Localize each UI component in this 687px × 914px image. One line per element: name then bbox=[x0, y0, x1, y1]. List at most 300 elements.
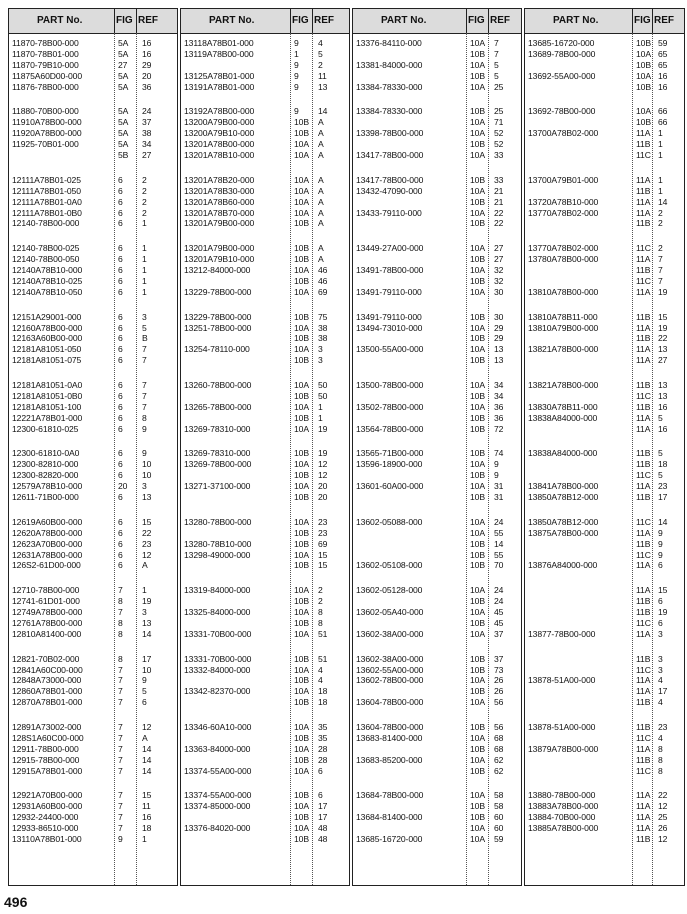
ref-number: 18 bbox=[318, 686, 328, 697]
fig-number: 10A bbox=[470, 607, 485, 617]
fig-number: 10B bbox=[470, 470, 485, 481]
table-row bbox=[181, 733, 349, 744]
ref-number: B bbox=[142, 333, 148, 344]
ref-header: REF bbox=[314, 15, 334, 26]
ref-number: 9 bbox=[494, 470, 499, 481]
part-number: 13821A78B00-000 bbox=[528, 344, 599, 355]
table-row bbox=[353, 834, 521, 845]
part-number: 12932-24400-000 bbox=[12, 812, 79, 823]
part-number: 12181A81051-050 bbox=[12, 344, 82, 355]
ref-number: 5 bbox=[658, 412, 663, 423]
fig-number: 5A bbox=[118, 128, 129, 139]
ref-number: 65 bbox=[658, 48, 668, 59]
ref-number: 68 bbox=[494, 732, 504, 743]
table-row bbox=[525, 413, 684, 424]
table-row bbox=[353, 344, 521, 355]
ref-number: 24 bbox=[494, 516, 504, 527]
part-number: 13692-78B00-000 bbox=[528, 106, 596, 117]
fig-number: 10A bbox=[294, 516, 309, 527]
table-row bbox=[181, 38, 349, 49]
ref-number: 68 bbox=[494, 743, 504, 754]
table-row bbox=[181, 276, 349, 287]
part-number: 12841A60C00-000 bbox=[12, 664, 83, 675]
fig-number: 10A bbox=[294, 207, 309, 218]
ref-number: 59 bbox=[494, 834, 504, 844]
table-row bbox=[525, 71, 684, 82]
fig-number: 6 bbox=[118, 311, 123, 322]
table-row bbox=[353, 448, 521, 459]
part-number: 13398-78B00-000 bbox=[356, 128, 424, 139]
part-number: 12611-71B00-000 bbox=[12, 492, 79, 502]
part-number: 13331-70B00-000 bbox=[184, 628, 252, 639]
fig-number: 10B bbox=[470, 765, 485, 776]
ref-number: 72 bbox=[494, 423, 504, 434]
ref-number: 34 bbox=[494, 390, 504, 401]
fig-number: 7 bbox=[118, 743, 123, 754]
fig-number: 6 bbox=[118, 492, 123, 502]
ref-number: 3 bbox=[318, 344, 323, 355]
table-row bbox=[9, 697, 177, 708]
part-number: 13376-84020-000 bbox=[184, 823, 251, 834]
fig-number: 6 bbox=[118, 401, 123, 412]
part-number: 12221A78B01-000 bbox=[12, 412, 83, 423]
table-row bbox=[181, 243, 349, 254]
table-row bbox=[525, 117, 684, 128]
ref-number: 28 bbox=[318, 743, 328, 754]
part-number: 13876A84000-000 bbox=[528, 560, 598, 571]
fig-number: 10A bbox=[294, 423, 309, 434]
part-number: 12140-78B00-050 bbox=[12, 254, 80, 265]
ref-number: 59 bbox=[658, 38, 668, 48]
table-row bbox=[525, 722, 684, 733]
fig-number: 11B bbox=[636, 754, 651, 765]
fig-number: 10A bbox=[470, 675, 485, 686]
table-row bbox=[9, 528, 177, 539]
fig-number: 10A bbox=[470, 754, 485, 765]
part-number: 13604-78B00-000 bbox=[356, 722, 424, 732]
table-row bbox=[9, 218, 177, 229]
part-number: 126S2-61D00-000 bbox=[12, 560, 81, 571]
table-row bbox=[181, 254, 349, 265]
table-row bbox=[181, 755, 349, 766]
fig-number: 10A bbox=[470, 516, 485, 527]
table-row bbox=[525, 539, 684, 550]
table-row bbox=[9, 654, 177, 665]
table-row bbox=[353, 733, 521, 744]
fig-number: 5B bbox=[118, 150, 129, 160]
fig-number: 10A bbox=[470, 59, 485, 70]
ref-number: 5 bbox=[658, 470, 663, 481]
ref-header: REF bbox=[138, 15, 158, 26]
ref-number: 6 bbox=[658, 617, 663, 628]
fig-number: 27 bbox=[118, 59, 128, 70]
table-row bbox=[9, 287, 177, 298]
ref-number: 3 bbox=[142, 607, 147, 617]
table-row bbox=[9, 208, 177, 219]
fig-number: 6 bbox=[118, 185, 123, 196]
table-row bbox=[9, 150, 177, 161]
table-row bbox=[525, 139, 684, 150]
ref-number: 7 bbox=[658, 265, 663, 275]
ref-number: 5 bbox=[142, 686, 147, 697]
ref-number: 35 bbox=[318, 722, 328, 732]
fig-number: 10B bbox=[470, 174, 485, 185]
table-row bbox=[9, 812, 177, 823]
table-row bbox=[9, 766, 177, 777]
ref-number: 13 bbox=[658, 380, 668, 390]
ref-number: 8 bbox=[658, 765, 663, 776]
ref-number: 27 bbox=[142, 150, 152, 160]
part-number: 13602-05A40-000 bbox=[356, 607, 424, 617]
fig-number: 11B bbox=[636, 492, 651, 502]
table-row bbox=[353, 218, 521, 229]
part-number: 13491-79110-000 bbox=[356, 286, 422, 297]
fig-number: 10B bbox=[470, 448, 485, 459]
table-row bbox=[9, 481, 177, 492]
part-number: 12151A29001-000 bbox=[12, 311, 82, 322]
table-row bbox=[181, 618, 349, 629]
part-number: 13200A79B10-000 bbox=[184, 128, 255, 139]
fig-number: 6 bbox=[118, 218, 123, 229]
table-row bbox=[525, 675, 684, 686]
fig-number: 11A bbox=[636, 686, 651, 697]
table-row bbox=[9, 128, 177, 139]
fig-number: 10B bbox=[294, 675, 309, 686]
part-number: 13602-38A00-000 bbox=[356, 628, 424, 639]
table-row bbox=[525, 265, 684, 276]
ref-number: 2 bbox=[142, 207, 147, 218]
part-number: 13689-78B00-000 bbox=[528, 48, 596, 59]
part-number: 12163A60B00-000 bbox=[12, 333, 83, 344]
fig-number: 6 bbox=[118, 243, 123, 254]
column-header bbox=[181, 9, 349, 34]
part-number: 13878-51A00-000 bbox=[528, 675, 596, 686]
part-number: 12741-61D01-000 bbox=[12, 596, 80, 607]
fig-number: 7 bbox=[118, 722, 123, 732]
part-number: 13875A78B00-000 bbox=[528, 527, 599, 538]
fig-number: 11C bbox=[636, 617, 651, 628]
fig-number: 10B bbox=[294, 448, 309, 459]
ref-number: 18 bbox=[318, 697, 328, 708]
part-number: 12620A78B00-000 bbox=[12, 527, 83, 538]
ref-number: 1 bbox=[142, 275, 147, 286]
ref-number: 11 bbox=[142, 801, 151, 812]
ref-number: 55 bbox=[494, 527, 504, 538]
fig-number: 10B bbox=[294, 653, 309, 664]
table-row bbox=[181, 790, 349, 801]
ref-number: 69 bbox=[318, 538, 328, 549]
part-number: 12579A78B10-000 bbox=[12, 481, 83, 492]
part-number: 12911-78B00-000 bbox=[12, 743, 79, 754]
part-number: 13770A78B02-000 bbox=[528, 243, 599, 254]
fig-number: 10A bbox=[294, 150, 309, 160]
fig-number: 10A bbox=[470, 401, 485, 412]
table-column-1 bbox=[8, 8, 178, 886]
fig-number: 10B bbox=[636, 81, 651, 92]
ref-number: 9 bbox=[658, 538, 663, 549]
fig-number: 11A bbox=[636, 675, 651, 686]
ref-number: 8 bbox=[318, 607, 323, 617]
fig-number: 10A bbox=[636, 106, 651, 117]
part-number: 13229-78B00-000 bbox=[184, 311, 252, 322]
part-number: 13325-84000-000 bbox=[184, 607, 251, 617]
ref-number: 4 bbox=[318, 675, 323, 686]
ref-number: A bbox=[318, 185, 324, 196]
ref-number: 27 bbox=[658, 355, 668, 366]
fig-number: 10B bbox=[470, 275, 485, 286]
table-column-4 bbox=[524, 8, 685, 886]
fig-number: 10B bbox=[636, 38, 651, 48]
table-row bbox=[525, 312, 684, 323]
fig-number: 11B bbox=[636, 722, 651, 732]
ref-number: A bbox=[142, 732, 148, 743]
ref-number: 29 bbox=[494, 333, 504, 344]
ref-number: 60 bbox=[494, 812, 504, 823]
part-number: 13260-78B00-000 bbox=[184, 380, 252, 390]
ref-number: 28 bbox=[318, 754, 328, 765]
table-row bbox=[353, 82, 521, 93]
table-row bbox=[181, 823, 349, 834]
fig-number: 10B bbox=[294, 617, 309, 628]
table-row bbox=[353, 380, 521, 391]
table-row bbox=[525, 618, 684, 629]
part-number: 13251-78B00-000 bbox=[184, 322, 252, 333]
ref-number: 1 bbox=[658, 185, 663, 196]
table-row bbox=[525, 323, 684, 334]
part-number: 13684-78B00-000 bbox=[356, 790, 424, 801]
fig-number: 10A bbox=[294, 139, 309, 150]
fig-number: 7 bbox=[118, 823, 123, 834]
fig-number: 10B bbox=[294, 697, 309, 708]
ref-number: 1 bbox=[658, 174, 663, 185]
fig-number: 10B bbox=[470, 812, 485, 823]
ref-number: 2 bbox=[658, 243, 663, 254]
part-number: 13417-78B00-000 bbox=[356, 150, 424, 160]
ref-number: 16 bbox=[658, 423, 668, 434]
table-row bbox=[353, 550, 521, 561]
part-number: 13118A78B01-000 bbox=[184, 38, 254, 48]
table-row bbox=[353, 517, 521, 528]
table-row bbox=[525, 106, 684, 117]
part-number: 11920A78B00-000 bbox=[12, 128, 82, 139]
ref-number: 17 bbox=[142, 653, 152, 664]
part-number: 12181A81051-0B0 bbox=[12, 390, 83, 401]
fig-number: 8 bbox=[118, 617, 123, 628]
part-number: 13692-55A00-000 bbox=[528, 70, 596, 81]
ref-number: 13 bbox=[658, 390, 668, 401]
ref-number: 25 bbox=[494, 81, 504, 92]
ref-number: 20 bbox=[142, 70, 152, 81]
ref-number: 31 bbox=[494, 492, 504, 502]
fig-number: 10B bbox=[294, 333, 309, 344]
part-number: 12300-82810-000 bbox=[12, 459, 79, 470]
part-number: 12921A70B00-000 bbox=[12, 790, 83, 801]
fig-header: FIG bbox=[468, 15, 485, 26]
table-row bbox=[525, 823, 684, 834]
fig-number: 5A bbox=[118, 139, 129, 150]
table-row bbox=[353, 106, 521, 117]
part-number: 13878-51A00-000 bbox=[528, 722, 596, 732]
parts-index-table bbox=[8, 8, 685, 886]
fig-number: 10A bbox=[470, 117, 485, 128]
table-row bbox=[525, 744, 684, 755]
table-row bbox=[525, 801, 684, 812]
ref-number: 1 bbox=[658, 139, 663, 150]
ref-number: 14 bbox=[658, 516, 668, 527]
table-row bbox=[181, 766, 349, 777]
ref-number: 71 bbox=[494, 117, 504, 128]
ref-number: 27 bbox=[494, 254, 504, 265]
fig-number: 10A bbox=[470, 790, 485, 801]
ref-number: A bbox=[318, 139, 324, 150]
fig-number: 11A bbox=[636, 743, 651, 754]
ref-number: 9 bbox=[658, 549, 663, 560]
fig-number: 6 bbox=[118, 516, 123, 527]
fig-number: 10B bbox=[636, 59, 651, 70]
ref-number: 51 bbox=[318, 653, 328, 664]
part-number: 12140A78B10-025 bbox=[12, 275, 83, 286]
table-row bbox=[353, 539, 521, 550]
ref-number: 3 bbox=[142, 311, 147, 322]
ref-number: 12 bbox=[142, 549, 152, 560]
fig-number: 10A bbox=[470, 732, 485, 743]
fig-number: 10B bbox=[470, 560, 485, 571]
ref-number: 36 bbox=[142, 81, 152, 92]
fig-number: 9 bbox=[294, 38, 299, 48]
ref-number: 12 bbox=[318, 470, 328, 481]
fig-number: 10A bbox=[470, 38, 485, 48]
table-row bbox=[9, 470, 177, 481]
table-row bbox=[9, 424, 177, 435]
ref-number: 8 bbox=[658, 754, 663, 765]
ref-number: 37 bbox=[494, 628, 504, 639]
fig-number: 11B bbox=[636, 448, 651, 459]
fig-number: 10A bbox=[470, 265, 485, 275]
part-no-header: PART No. bbox=[37, 15, 83, 26]
ref-number: 46 bbox=[318, 275, 328, 286]
table-row bbox=[181, 402, 349, 413]
part-number: 13192A78B00-000 bbox=[184, 106, 255, 117]
part-number: 12111A78B01-025 bbox=[12, 174, 81, 185]
ref-number: 13 bbox=[318, 81, 328, 92]
table-row bbox=[353, 38, 521, 49]
fig-number: 11A bbox=[636, 344, 651, 355]
table-row bbox=[525, 686, 684, 697]
table-row bbox=[181, 218, 349, 229]
table-row bbox=[353, 265, 521, 276]
fig-number: 11A bbox=[636, 527, 651, 538]
ref-number: 2 bbox=[318, 59, 323, 70]
table-row bbox=[353, 801, 521, 812]
fig-number: 10A bbox=[294, 174, 309, 185]
part-number: 13417-78B00-000 bbox=[356, 174, 424, 185]
ref-number: 66 bbox=[658, 117, 668, 128]
ref-number: 12 bbox=[142, 722, 152, 732]
ref-number: 6 bbox=[658, 560, 663, 571]
column-header bbox=[353, 9, 521, 34]
ref-number: 62 bbox=[494, 765, 504, 776]
ref-number: 12 bbox=[658, 834, 668, 844]
part-number: 13342-82370-000 bbox=[184, 686, 251, 697]
table-row bbox=[9, 344, 177, 355]
table-row bbox=[9, 254, 177, 265]
table-row bbox=[525, 492, 684, 503]
fig-number: 11A bbox=[636, 423, 651, 434]
table-row bbox=[353, 790, 521, 801]
fig-number: 10B bbox=[294, 355, 309, 366]
part-number: 13685-16720-000 bbox=[528, 38, 595, 48]
part-number: 13201A78B10-000 bbox=[184, 150, 255, 160]
part-number: 13810A79B00-000 bbox=[528, 322, 599, 333]
ref-number: 17 bbox=[658, 492, 668, 502]
fig-number: 11C bbox=[636, 243, 651, 254]
fig-number: 10B bbox=[294, 812, 309, 823]
ref-number: 45 bbox=[494, 607, 504, 617]
part-number: 13880-78B00-000 bbox=[528, 790, 596, 801]
table-row bbox=[353, 312, 521, 323]
table-row bbox=[9, 71, 177, 82]
table-row bbox=[525, 585, 684, 596]
fig-number: 11A bbox=[636, 801, 651, 812]
fig-number: 6 bbox=[118, 355, 123, 366]
table-row bbox=[9, 391, 177, 402]
part-number: 11876-78B00-000 bbox=[12, 81, 79, 92]
table-row bbox=[9, 323, 177, 334]
part-number: 11910A78B00-000 bbox=[12, 117, 82, 128]
fig-number: 11B bbox=[636, 185, 651, 196]
table-row bbox=[9, 459, 177, 470]
table-row bbox=[353, 812, 521, 823]
table-row bbox=[9, 733, 177, 744]
part-number: 13200A79B00-000 bbox=[184, 117, 255, 128]
part-number: 13602-05088-000 bbox=[356, 516, 423, 527]
table-row bbox=[525, 276, 684, 287]
table-row bbox=[181, 82, 349, 93]
fig-number: 10A bbox=[470, 380, 485, 390]
table-row bbox=[181, 208, 349, 219]
ref-number: 5 bbox=[142, 322, 147, 333]
fig-number: 10A bbox=[294, 585, 309, 596]
ref-number: 10 bbox=[142, 664, 152, 675]
ref-number: 7 bbox=[142, 401, 147, 412]
fig-number: 11A bbox=[636, 322, 651, 333]
part-number: 13374-55A00-000 bbox=[184, 765, 252, 776]
table-row bbox=[525, 607, 684, 618]
table-row bbox=[9, 38, 177, 49]
fig-number: 10B bbox=[294, 834, 309, 844]
ref-number: 18 bbox=[142, 823, 152, 834]
fig-number: 10B bbox=[470, 596, 485, 607]
fig-number: 7 bbox=[118, 812, 123, 823]
fig-number: 10B bbox=[636, 117, 651, 128]
part-number: 13119A78B00-000 bbox=[184, 48, 254, 59]
fig-number: 10B bbox=[470, 617, 485, 628]
ref-number: A bbox=[142, 560, 148, 571]
part-number: 13838A84000-000 bbox=[528, 412, 598, 423]
ref-number: 69 bbox=[318, 286, 328, 297]
table-row bbox=[525, 665, 684, 676]
fig-number: 11C bbox=[636, 664, 651, 675]
table-row bbox=[9, 517, 177, 528]
table-row bbox=[181, 470, 349, 481]
ref-number: 65 bbox=[658, 59, 668, 70]
table-row bbox=[181, 629, 349, 640]
part-number: 13331-70B00-000 bbox=[184, 653, 252, 664]
table-row bbox=[353, 175, 521, 186]
ref-number: 60 bbox=[494, 823, 504, 834]
ref-number: 10 bbox=[142, 470, 152, 481]
ref-number: A bbox=[318, 207, 324, 218]
